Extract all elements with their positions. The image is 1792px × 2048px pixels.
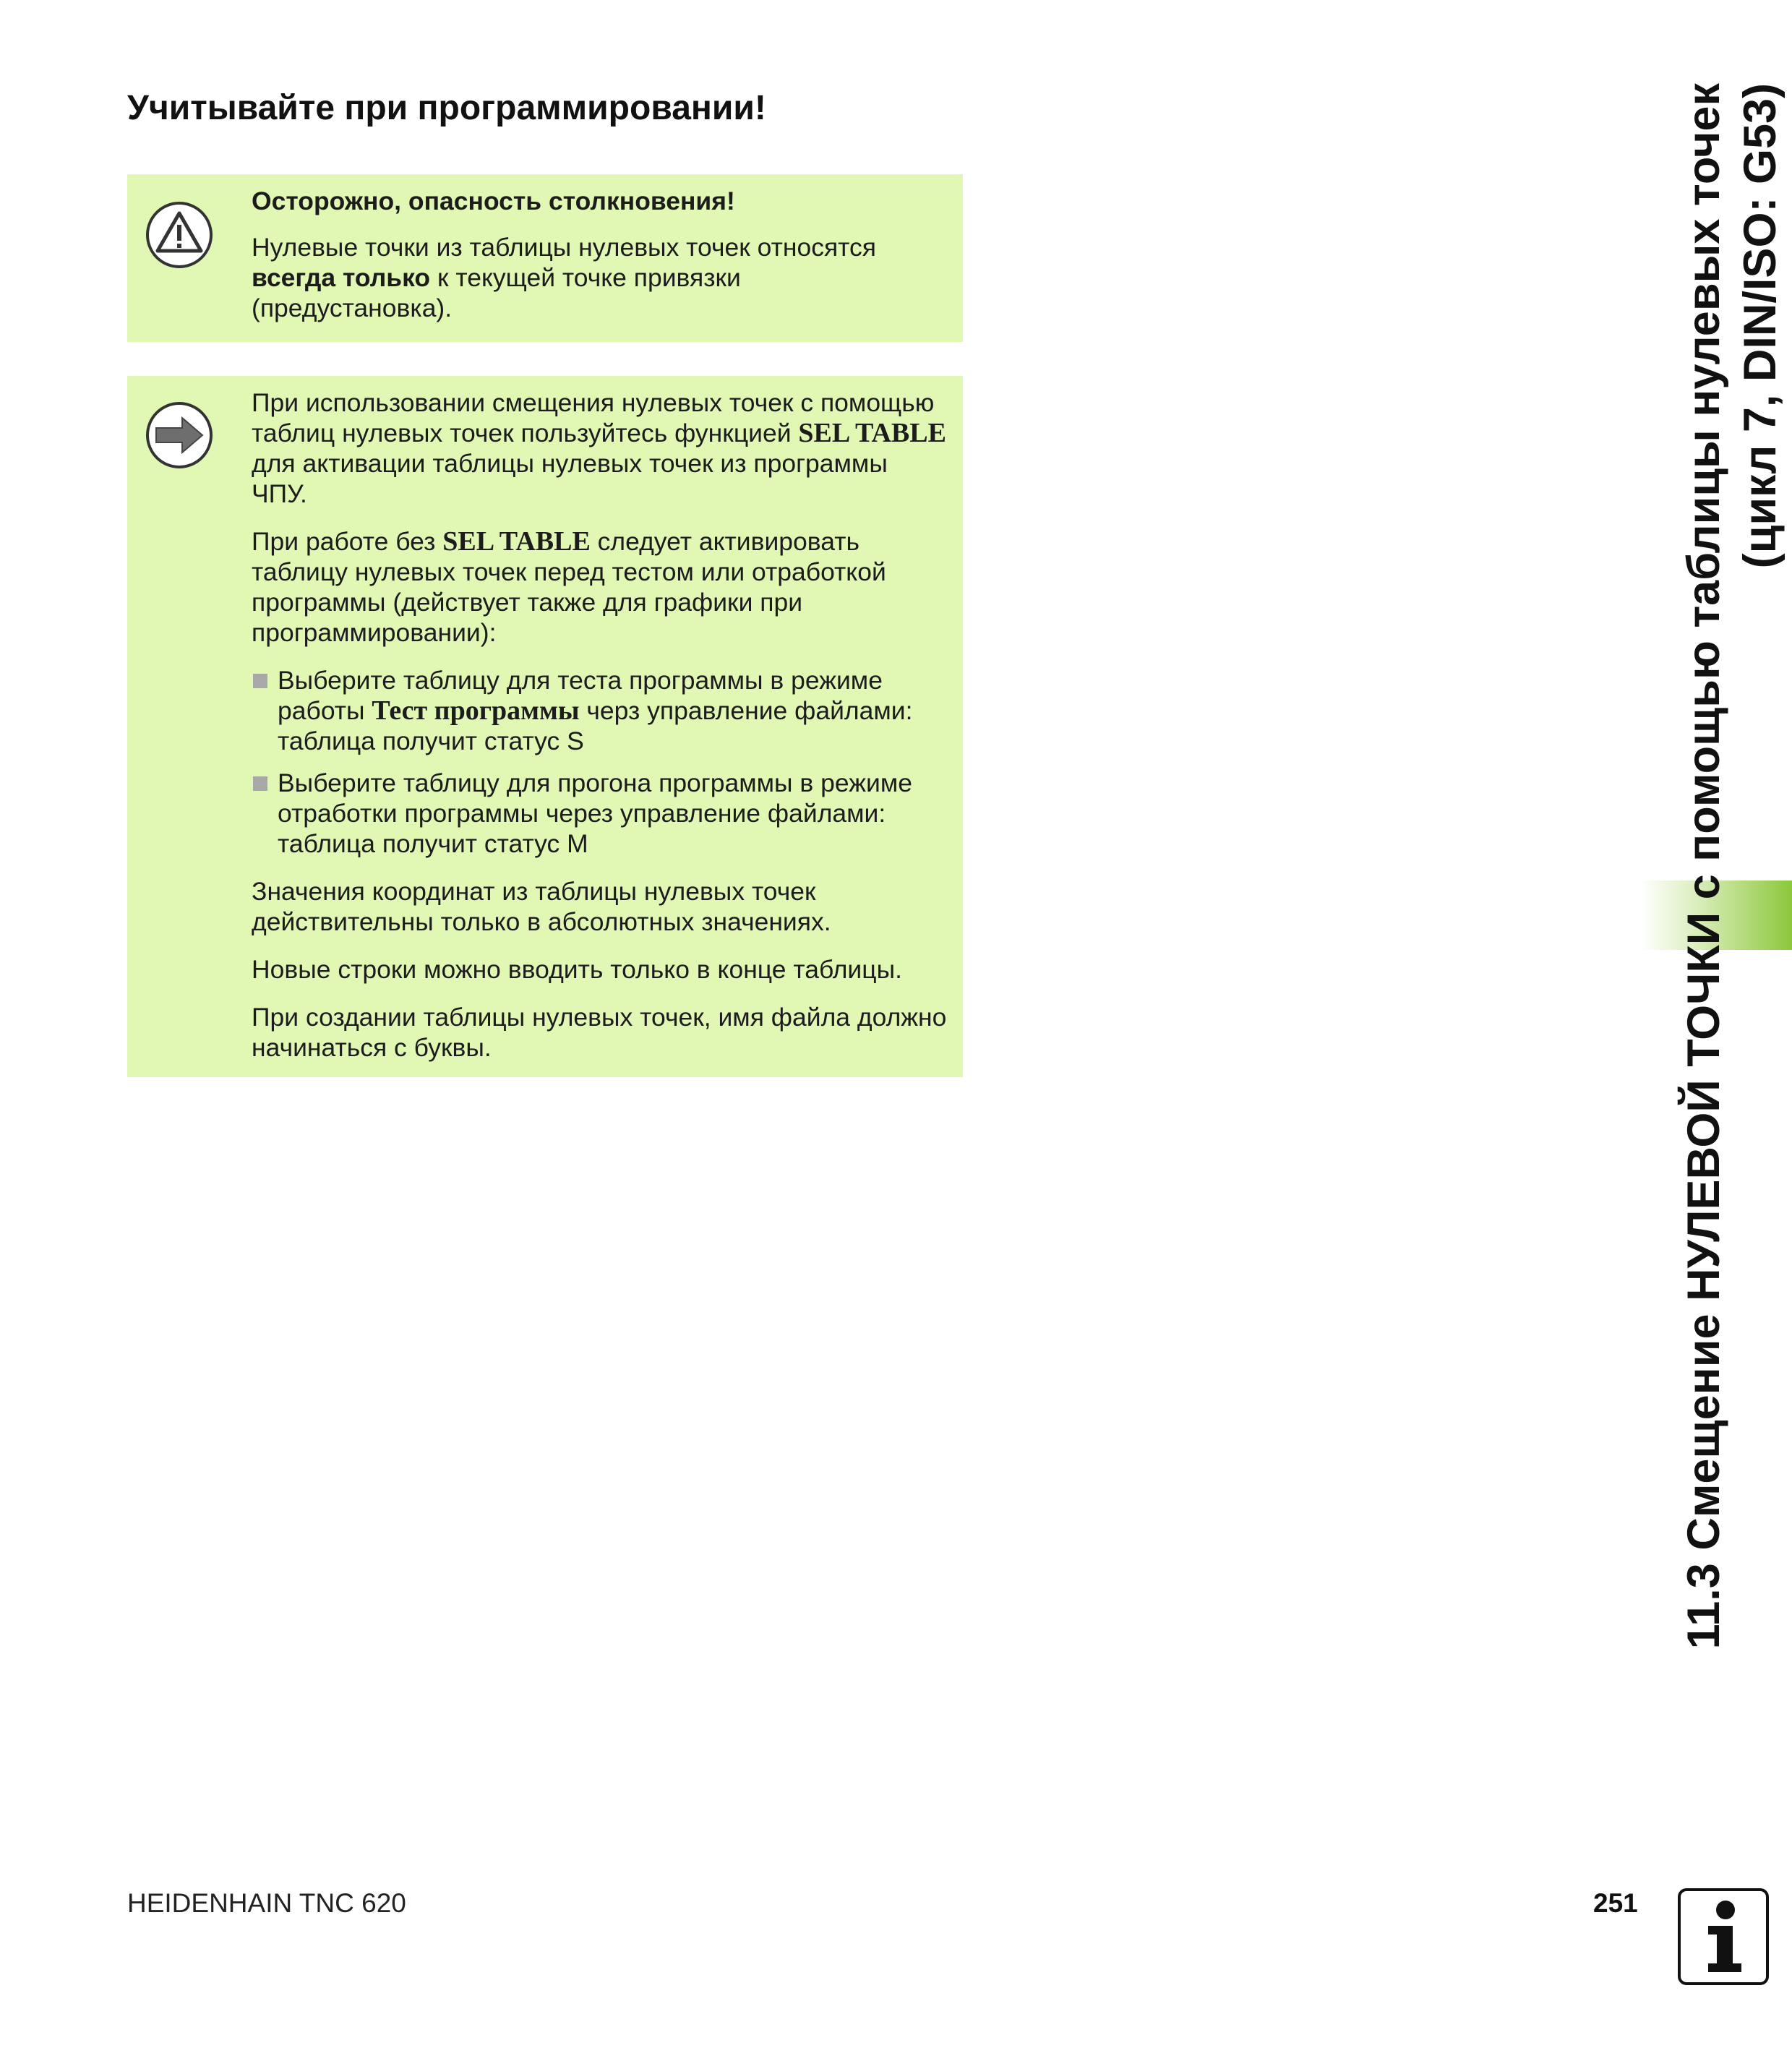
warning-triangle-icon (145, 200, 214, 273)
page-number: 251 (1593, 1888, 1638, 1918)
note-box (127, 376, 963, 1077)
note-text (252, 387, 947, 1080)
arrow-right-icon (145, 400, 214, 474)
side-title-line-2: (цикл 7, DIN/ISO: G53) (1735, 83, 1785, 569)
note-paragraph-5: При создании таблицы нулевых точек, имя файла должно начинаться с буквы. (252, 1003, 947, 1062)
note-paragraph-1: При использовании смещения нулевых точек с помощью таблиц нулевых точек пользуйтесь функцией SEL TABLE для активации таблицы нулевых точек из программы ЧПУ. (252, 388, 946, 508)
bullet-square-icon (253, 776, 267, 791)
warning-title: Осторожно, опасность столкновения! (252, 187, 735, 215)
list-item: Выберите таблицу для прогона программы в режиме отработки программы через управление файлами: таблица получит статус M (252, 768, 947, 859)
note-paragraph-3: Значения координат из таблицы нулевых точек действительны только в абсолютных значениях. (252, 877, 831, 936)
info-icon (1678, 1888, 1769, 1985)
page-heading: Учитывайте при программировании! (127, 89, 766, 127)
footer-product: HEIDENHAIN TNC 620 (127, 1888, 406, 1918)
warning-text (252, 186, 947, 340)
chapter-side-title (1676, 83, 1788, 1753)
bullet-square-icon (253, 674, 267, 688)
side-title-line-1: 11.3 Смещение НУЛЕВОЙ ТОЧКИ с помощью таблицы нулевых точек (1679, 83, 1729, 1650)
note-bullet-list (252, 665, 947, 859)
note-paragraph-4: Новые строки можно вводить только в конце таблицы. (252, 955, 902, 984)
warning-box (127, 174, 963, 342)
list-item: Выберите таблицу для теста программы в режиме работы Тест программы черз управление файлами: таблица получит статус S (252, 665, 947, 756)
warning-paragraph: Нулевые точки из таблицы нулевых точек относятся всегда только к текущей точке привязки (предустановка). (252, 233, 877, 322)
note-paragraph-2: При работе без SEL TABLE следует активировать таблицу нулевых точек перед тестом или отработкой программы (действует также для графики при программировании): (252, 526, 886, 647)
